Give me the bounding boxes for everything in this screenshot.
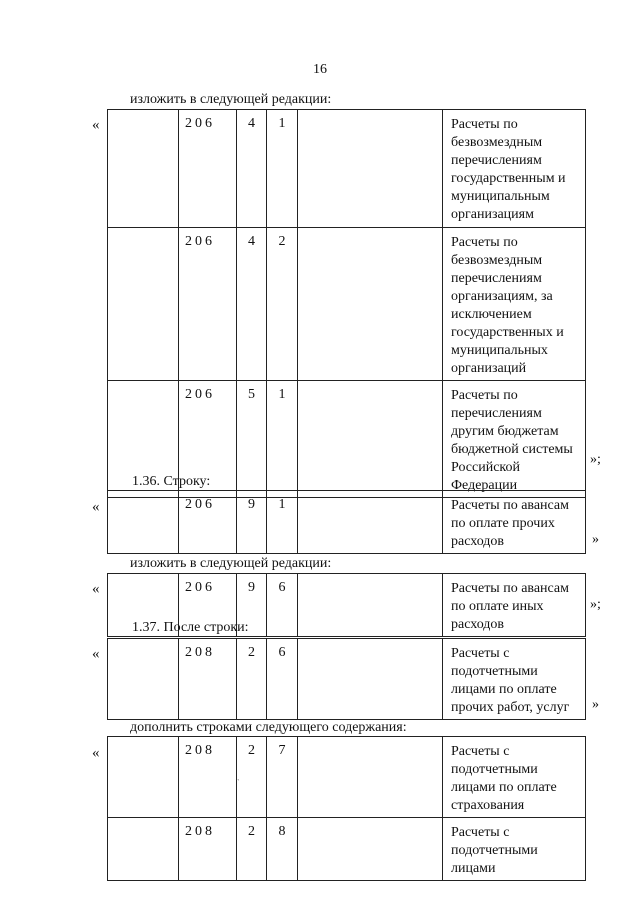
table-row [108,737,586,818]
sub-code-cell: 1 [267,110,298,228]
sub-code-cell: 5 [237,381,267,498]
empty-cell [108,491,179,554]
description-cell: Расчеты по безвозмездным перечислениям государственным и муниципальным организациям [443,110,586,228]
table-row [108,818,586,881]
code-cell: 208 [179,737,237,818]
empty-cell [298,737,443,818]
empty-cell [298,110,443,228]
code-cell: 206 [179,228,237,381]
sub-code-cell: 2 [237,737,267,818]
sub-code-cell: 9 [237,491,267,554]
code-cell: 208 [179,639,237,720]
sub-code-cell: 1 [267,381,298,498]
empty-cell [108,737,179,818]
description-cell: Расчеты по безвозмездным перечислениям организациям, за исключением государственных и муниципальных организаций [443,228,586,381]
edit-intro-text: изложить в следующей редакции: [130,556,332,571]
code-cell: 206 [179,574,237,637]
code-cell: 206 [179,110,237,228]
open-quote: « [92,745,100,761]
scan-speck: ` [237,778,240,787]
code-table [107,109,586,498]
empty-cell [108,639,179,720]
sub-code-cell: 1 [267,491,298,554]
code-table [107,736,586,881]
sub-code-cell: 2 [237,639,267,720]
empty-cell [108,228,179,381]
description-cell: Расчеты по авансам по оплате прочих расходов [443,491,586,554]
empty-cell [298,491,443,554]
empty-cell [298,228,443,381]
sub-code-cell: 7 [267,737,298,818]
table-row [108,110,586,228]
open-quote: « [92,499,100,515]
open-quote: « [92,581,100,597]
sub-code-cell: 8 [267,818,298,881]
sub-code-cell: 2 [267,228,298,381]
item-1-36-text: 1.36. Строку: [132,474,211,489]
description-cell: Расчеты по авансам по оплате иных расходов [443,574,586,637]
empty-cell [298,574,443,637]
table-row [108,228,586,381]
sub-code-cell: 9 [237,574,267,637]
close-quote: » [592,697,599,712]
empty-cell [298,639,443,720]
sub-code-cell: 6 [267,574,298,637]
edit-intro-text: изложить в следующей редакции: [130,92,332,107]
code-cell: 208 [179,818,237,881]
open-quote: « [92,117,100,133]
empty-cell [298,818,443,881]
description-cell: Расчеты с подотчетными лицами [443,818,586,881]
description-cell: Расчеты с подотчетными лицами по оплате прочих работ, услуг [443,639,586,720]
close-quote: »; [590,452,601,467]
sub-code-cell: 6 [267,639,298,720]
code-cell: 206 [179,381,237,498]
open-quote: « [92,646,100,662]
table-row [108,639,586,720]
close-quote: »; [590,597,601,612]
description-cell: Расчеты с подотчетными лицами по оплате страхования [443,737,586,818]
code-cell: 206 [179,491,237,554]
item-1-37-text: 1.37. После строки: [132,620,249,635]
add-rows-intro-text: дополнить строками следующего содержания: [130,720,407,735]
code-table [107,638,586,720]
sub-code-cell: 2 [237,818,267,881]
empty-cell [298,381,443,498]
empty-cell [108,110,179,228]
code-table [107,490,586,554]
close-quote: » [592,532,599,547]
sub-code-cell: 4 [237,228,267,381]
table-row [108,491,586,554]
empty-cell [108,818,179,881]
sub-code-cell: 4 [237,110,267,228]
page-number: 16 [313,62,327,77]
description-cell: Расчеты по перечислениям другим бюджетам бюджетной системы Российской Федерации [443,381,586,498]
